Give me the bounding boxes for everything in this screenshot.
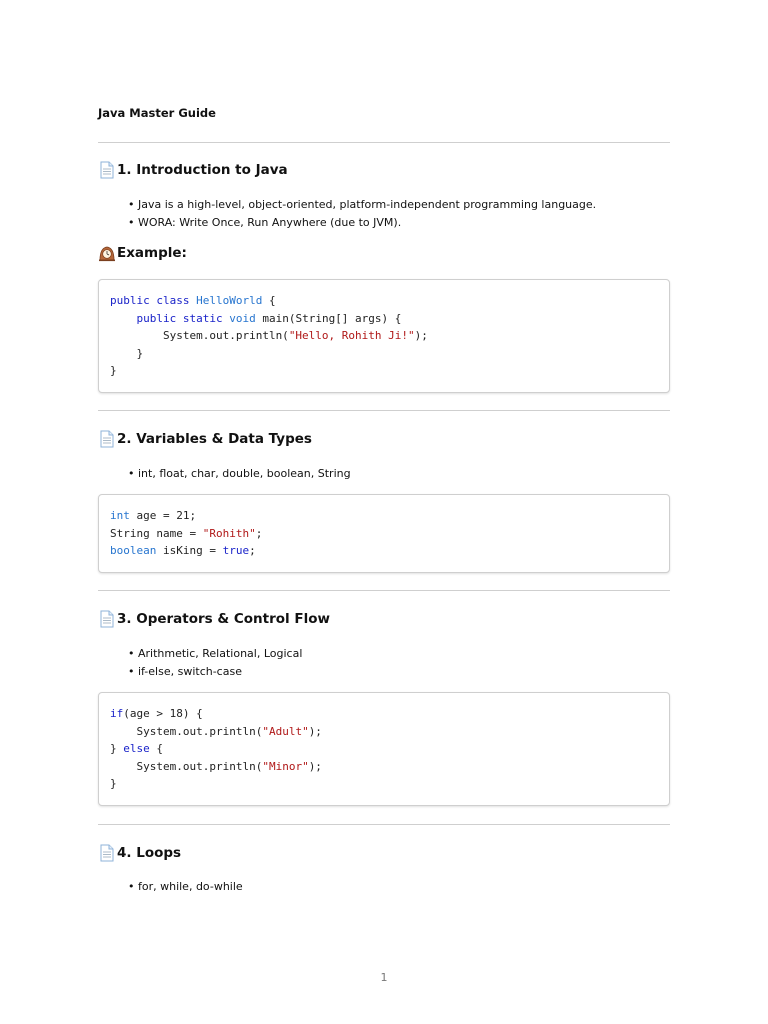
code-block-control-flow xyxy=(98,692,670,806)
document-title: Java Master Guide xyxy=(98,106,216,120)
code-line: System.out.println("Minor"); xyxy=(110,759,322,773)
code-block-variables xyxy=(98,494,670,573)
code-line: System.out.println("Hello, Rohith Ji!"); xyxy=(110,329,428,342)
code-line: } else { xyxy=(110,742,163,755)
divider xyxy=(98,142,670,143)
example-heading xyxy=(98,244,187,262)
bullet-list xyxy=(128,196,596,231)
page-facing-up-icon xyxy=(98,161,116,179)
code-line: int age = 21; xyxy=(110,509,197,522)
page-facing-up-icon xyxy=(98,430,116,448)
section-heading-text: 3. Operators & Control Flow xyxy=(117,611,330,627)
divider xyxy=(98,590,670,591)
code-line: public class HelloWorld { xyxy=(110,294,276,307)
code-line: } xyxy=(110,346,144,360)
mantelpiece-clock-icon xyxy=(98,244,116,262)
divider xyxy=(98,410,670,411)
code-line: System.out.println("Adult"); xyxy=(110,724,322,738)
code-line: if(age > 18) { xyxy=(110,707,203,720)
bullet-list xyxy=(128,878,243,896)
bullet-item: • Arithmetic, Relational, Logical xyxy=(128,647,303,660)
bullet-list xyxy=(128,465,351,483)
page-facing-up-icon xyxy=(98,844,116,862)
section-heading-text: 1. Introduction to Java xyxy=(117,162,288,178)
code-line: boolean isKing = true; xyxy=(110,544,256,557)
bullet-list xyxy=(128,645,302,680)
page-number: 1 xyxy=(380,971,388,984)
section-heading-variables xyxy=(98,430,312,448)
bullet-item: • for, while, do-while xyxy=(128,880,243,893)
example-heading-text: Example: xyxy=(117,245,187,261)
section-heading-operators xyxy=(98,610,330,628)
code-block-helloworld xyxy=(98,279,670,393)
code-line: String name = "Rohith"; xyxy=(110,526,263,540)
bullet-item: • if-else, switch-case xyxy=(128,664,242,678)
code-line: } xyxy=(110,777,117,790)
section-heading-loops xyxy=(98,844,181,862)
bullet-item: • int, float, char, double, boolean, String xyxy=(128,467,351,480)
code-line: } xyxy=(110,364,117,377)
code-line: public static void main(String[] args) { xyxy=(136,311,402,325)
bullet-item: • WORA: Write Once, Run Anywhere (due to JVM). xyxy=(128,215,402,229)
bullet-item: • Java is a high-level, object-oriented, platform-independent programming language. xyxy=(128,198,597,211)
section-heading-introduction xyxy=(98,161,288,179)
section-heading-text: 4. Loops xyxy=(117,845,182,861)
section-heading-text: 2. Variables & Data Types xyxy=(117,431,312,447)
page-facing-up-icon xyxy=(98,610,116,628)
divider xyxy=(98,824,670,825)
